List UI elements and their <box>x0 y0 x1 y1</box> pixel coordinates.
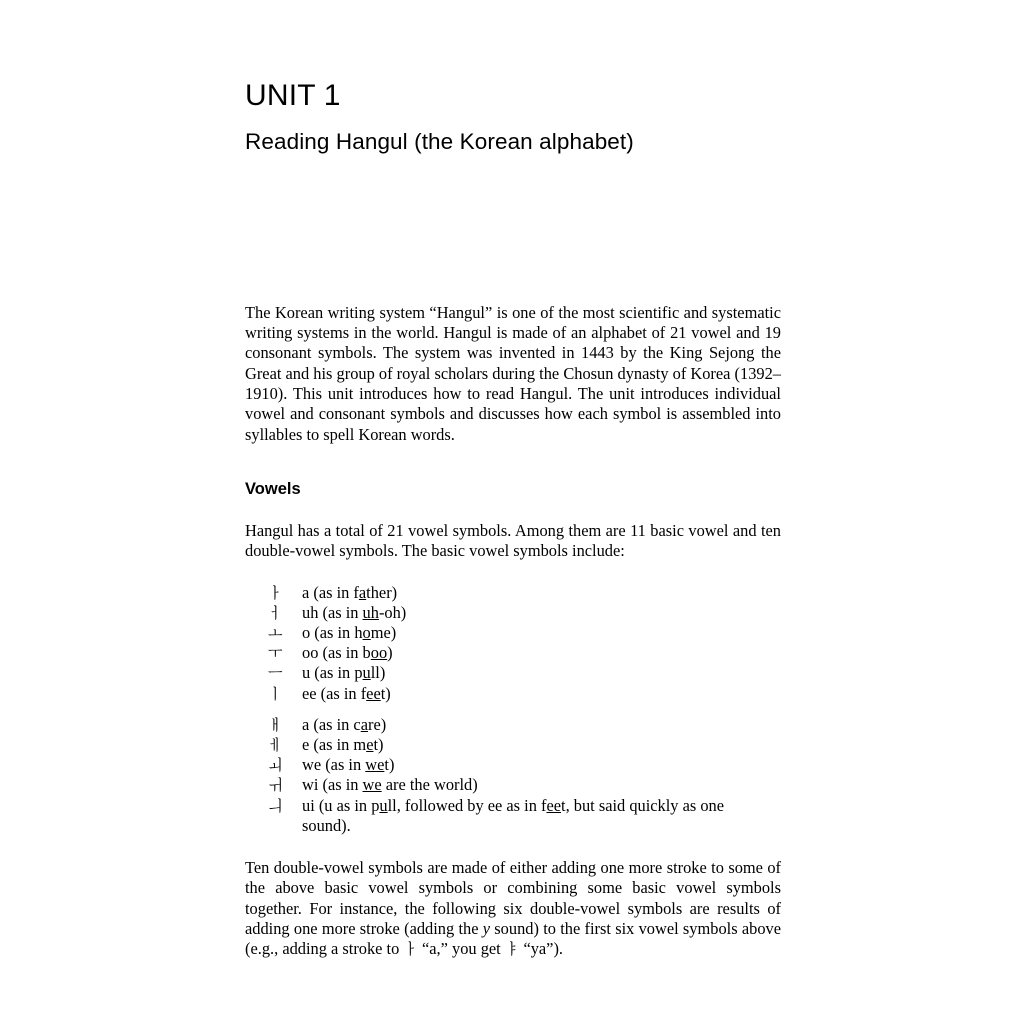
hangul-jamo-a: ㅏ <box>268 583 283 602</box>
list-item <box>245 583 781 603</box>
desc-underlined: o <box>362 622 371 642</box>
list-item <box>245 663 781 683</box>
closing-paragraph <box>245 836 781 959</box>
hangul-jamo-ee: ㅣ <box>268 684 283 703</box>
vowel-description <box>302 684 781 704</box>
desc-underlined: e <box>366 734 374 754</box>
desc-underlined: we <box>365 755 385 775</box>
closing-part-1: Ten double-vowel symbols are made of either adding one more stroke to some of the above basic vowel symbols or combining some basic vowel symbols together. For instance, the following six double-vowel symbols are results of adding one more stroke (adding the <box>245 857 781 938</box>
desc-before: uh (as in <box>302 602 363 622</box>
hangul-jamo-e: ㅔ <box>268 735 283 754</box>
desc-before: wi (as in <box>302 775 363 795</box>
basic-vowel-list-group-one <box>245 562 781 704</box>
list-item <box>245 796 781 816</box>
desc-after: re) <box>368 714 387 734</box>
desc-underlined-2: ee <box>546 795 562 815</box>
desc-after: ther) <box>366 582 398 602</box>
hangul-jamo-o: ㅗ <box>268 623 283 642</box>
desc-underlined: uh <box>362 602 379 622</box>
vowel-description <box>302 715 781 735</box>
list-item <box>245 623 781 643</box>
desc-after: ) <box>387 643 393 663</box>
hangul-jamo-wi: ㅟ <box>268 776 283 795</box>
hangul-jamo-oe: ㅚ <box>268 756 283 775</box>
desc-underlined: u <box>379 795 388 815</box>
vowel-description <box>302 755 781 775</box>
desc-underlined: u <box>362 663 371 683</box>
desc-before: ui (u as in p <box>302 795 380 815</box>
desc-after: t) <box>384 755 395 775</box>
list-item <box>245 735 781 755</box>
desc-after: t) <box>380 683 391 703</box>
unit-title: UNIT 1 <box>245 79 341 112</box>
closing-part-4: “ya”). <box>519 939 564 959</box>
vowel-description <box>302 796 781 816</box>
list-item <box>245 755 781 775</box>
vowels-intro-paragraph: Hangul has a total of 21 vowel symbols. Among them are 11 basic vowel and ten double-vowel symbols. The basic vowel symbols include: <box>245 520 781 561</box>
desc-underlined: we <box>362 775 382 795</box>
desc-before: ee (as in f <box>302 683 367 703</box>
hangul-jamo-u: ㅡ <box>268 664 283 683</box>
desc-before: o (as in h <box>302 622 363 642</box>
desc-after: t) <box>373 734 384 754</box>
unit-subtitle: Reading Hangul (the Korean alphabet) <box>245 129 634 154</box>
desc-before: e (as in m <box>302 734 367 754</box>
vowel-description <box>302 603 781 623</box>
list-item <box>245 715 781 735</box>
vowel-description-continuation: sound). <box>302 815 351 835</box>
hangul-jamo-uh: ㅓ <box>268 603 283 622</box>
vowel-description <box>302 663 781 683</box>
desc-underlined: a <box>358 582 367 602</box>
desc-after: ll) <box>370 663 386 683</box>
hangul-jamo-ae: ㅐ <box>268 715 283 734</box>
list-item-continuation <box>245 816 781 836</box>
list-item <box>245 643 781 663</box>
vowel-description <box>302 623 781 643</box>
desc-after: ll, followed by ee as in f <box>387 795 547 815</box>
desc-before: a (as in f <box>302 582 359 602</box>
desc-underlined: ee <box>366 683 381 703</box>
page-content-column <box>245 0 781 959</box>
desc-before: a (as in c <box>302 714 361 734</box>
vowel-description <box>302 643 781 663</box>
intro-paragraph: The Korean writing system “Hangul” is one of the most scientific and systematic writing systems in the world. Hangul is made of an alphabet of 21 vowel and 19 consonant symbols. The system was invented in 1443 by the King Sejong the Great and his group of royal scholars during the Chosun dynasty of Korea (1392–1910). This unit introduces how to read Hangul. The unit introduces individual vowel and consonant symbols and discusses how each symbol is assembled into syllables to spell Korean words. <box>245 302 781 444</box>
desc-underlined: oo <box>370 643 388 663</box>
hangul-jamo-oo: ㅜ <box>268 644 283 663</box>
italic-y-sound: y <box>482 918 491 938</box>
inline-hangul-jamo-ya: ㅑ <box>504 940 520 959</box>
list-item <box>245 684 781 704</box>
desc-after: me) <box>370 622 397 642</box>
list-item <box>245 603 781 623</box>
basic-vowel-list-group-two <box>245 704 781 836</box>
desc-before: oo (as in b <box>302 643 371 663</box>
desc-underlined: a <box>360 714 368 734</box>
inline-hangul-jamo-a: ㅏ <box>403 940 418 959</box>
desc-before: u (as in p <box>302 663 363 683</box>
closing-part-3: “a,” you get <box>417 939 505 959</box>
desc-after: -oh) <box>378 602 407 622</box>
desc-after: are the world) <box>381 775 478 795</box>
vowels-section-heading: Vowels <box>245 479 301 498</box>
desc-after-2: t, but said quickly as one <box>561 795 725 815</box>
closing-part-2: sound) to the first six vowel symbols above (e.g., adding a stroke to <box>245 918 781 959</box>
list-item <box>245 775 781 795</box>
hangul-jamo-ui: ㅢ <box>268 796 283 815</box>
vowel-description <box>302 735 781 755</box>
vowel-description <box>302 775 781 795</box>
vowel-description <box>302 583 781 603</box>
desc-before: we (as in <box>302 755 366 775</box>
